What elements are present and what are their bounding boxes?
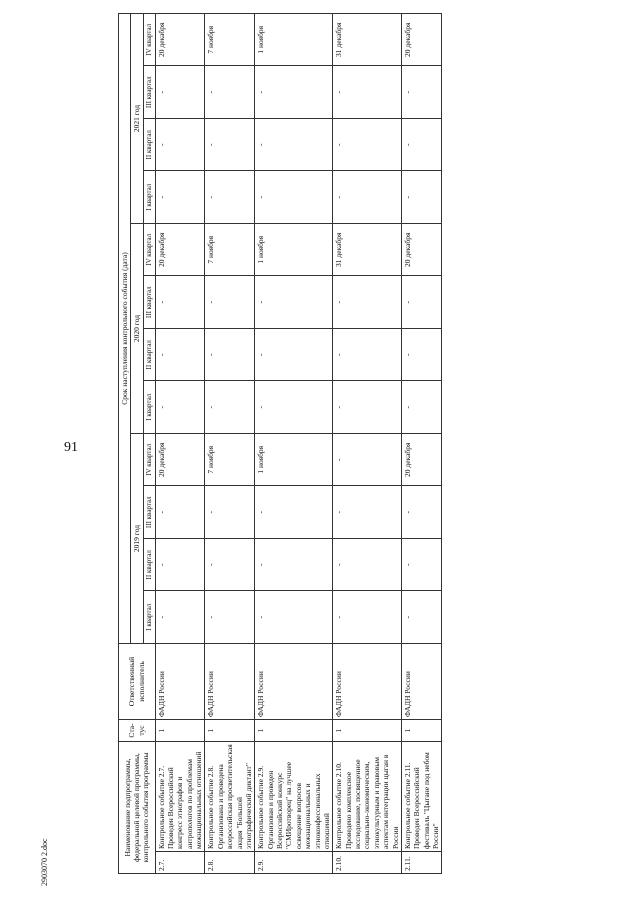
quarter-header: IV квартал [143,14,155,67]
quarter-cell: 20 декабря [401,14,442,67]
row-responsible: ФАДН России [401,644,442,720]
footer-filename: 2903070 2.doc [40,838,49,886]
quarter-cell: 31 декабря [333,14,402,67]
quarter-cell: - [333,119,402,172]
quarter-cell: - [401,539,442,592]
quarter-cell: 7 ноября [205,14,255,67]
row-name: Контрольное событие 2.8. Организована и проведена всероссийская просветительская акция "Большой этнографический диктант" [205,742,255,852]
quarter-cell: - [401,171,442,224]
row-number: 2.9. [255,852,333,874]
row-name: Контрольное событие 2.11. Проведен Всероссийский фестиваль "Цыгане под небом России" [401,742,442,852]
quarter-cell: 1 ноября [255,434,333,487]
quarter-cell: - [401,329,442,382]
quarter-cell: 1 ноября [255,224,333,277]
header-status: Ста-тус [119,720,156,742]
quarter-cell: - [333,171,402,224]
quarter-cell: 20 декабря [155,434,205,487]
quarter-cell: - [255,66,333,119]
row-number: 2.8. [205,852,255,874]
quarter-cell: - [255,171,333,224]
quarter-header: II квартал [143,329,155,382]
quarter-cell: - [155,276,205,329]
quarter-cell: - [205,381,255,434]
quarter-cell: - [333,381,402,434]
quarter-cell: 31 декабря [333,224,402,277]
quarter-cell: 20 декабря [155,14,205,67]
quarter-cell: 20 декабря [155,224,205,277]
quarter-header: I квартал [143,171,155,224]
row-status: 1 [333,720,402,742]
quarter-header: III квартал [143,486,155,539]
quarter-cell: - [155,119,205,172]
quarter-cell: - [401,119,442,172]
rotated-table-container [118,14,530,874]
quarter-header: I квартал [143,381,155,434]
quarter-cell: 20 декабря [401,224,442,277]
quarter-cell: - [205,276,255,329]
quarter-cell: - [333,486,402,539]
quarter-header: I квартал [143,591,155,644]
quarter-cell: - [255,591,333,644]
year-header: 2021 год [131,14,143,224]
quarter-cell: - [155,171,205,224]
quarter-cell: - [333,539,402,592]
page-number: 91 [64,440,78,455]
row-number: 2.11. [401,852,442,874]
quarter-header: IV квартал [143,434,155,487]
quarter-cell: - [155,539,205,592]
row-status: 1 [205,720,255,742]
header-responsible: Ответственный исполнитель [119,644,156,720]
header-term: Срок наступления контрольного события (дата) [119,14,131,644]
quarter-cell: 7 ноября [205,434,255,487]
quarter-header: III квартал [143,276,155,329]
row-name: Контрольное событие 2.9. Организован и проведен Всероссийский конкурс "СМИротворец" на лучшее освещение вопросов межнациональных и этноконфессиональных отношений [255,742,333,852]
table-body [155,14,442,874]
row-status: 1 [401,720,442,742]
quarter-cell: - [205,486,255,539]
quarter-cell: - [255,486,333,539]
quarter-cell: 20 декабря [401,434,442,487]
quarter-cell: - [401,276,442,329]
row-name: Контрольное событие 2.10. Проведено комплексное исследование, посвященное социально-экономическим, этнокультурным и правовым аспектам интеграции цыган в России [333,742,402,852]
quarter-cell: - [255,329,333,382]
row-responsible: ФАДН России [333,644,402,720]
quarter-cell: - [205,591,255,644]
year-header: 2020 год [131,224,143,434]
control-events-table [118,13,442,874]
quarter-cell: - [333,434,402,487]
quarter-cell: - [155,591,205,644]
quarter-cell: - [401,381,442,434]
year-header: 2019 год [131,434,143,644]
row-responsible: ФАДН России [255,644,333,720]
table-row [333,14,402,874]
row-status: 1 [155,720,205,742]
table-row [205,14,255,874]
quarter-cell: - [155,381,205,434]
header-name: Наименование подпрограммы, федеральной целевой программы, контрольного события программы [119,742,156,874]
table-row [155,14,205,874]
table-row [401,14,442,874]
quarter-header: IV квартал [143,224,155,277]
quarter-cell: - [205,171,255,224]
table-row [255,14,333,874]
quarter-cell: - [205,66,255,119]
quarter-header: II квартал [143,539,155,592]
quarter-cell: - [155,486,205,539]
quarter-cell: - [333,66,402,119]
quarter-cell: - [333,329,402,382]
quarter-cell: 7 ноября [205,224,255,277]
quarter-cell: - [255,276,333,329]
quarter-cell: - [333,276,402,329]
row-number: 2.10. [333,852,402,874]
row-status: 1 [255,720,333,742]
quarter-cell: - [155,329,205,382]
quarter-cell: - [255,119,333,172]
quarter-cell: - [155,66,205,119]
quarter-cell: - [205,329,255,382]
quarter-header: II квартал [143,119,155,172]
quarter-header: III квартал [143,66,155,119]
quarter-cell: - [205,119,255,172]
row-number: 2.7. [155,852,205,874]
quarter-cell: - [255,539,333,592]
quarter-cell: - [401,486,442,539]
row-responsible: ФАДН России [205,644,255,720]
row-name: Контрольное событие 2.7. Проведен Всероссийский конгресс этнографов и антропологов по проблемам межнациональных отношений [155,742,205,852]
quarter-cell: - [401,66,442,119]
row-responsible: ФАДН России [155,644,205,720]
quarter-cell: - [401,591,442,644]
quarter-cell: 1 ноября [255,14,333,67]
quarter-cell: - [255,381,333,434]
quarter-cell: - [333,591,402,644]
quarter-cell: - [205,539,255,592]
